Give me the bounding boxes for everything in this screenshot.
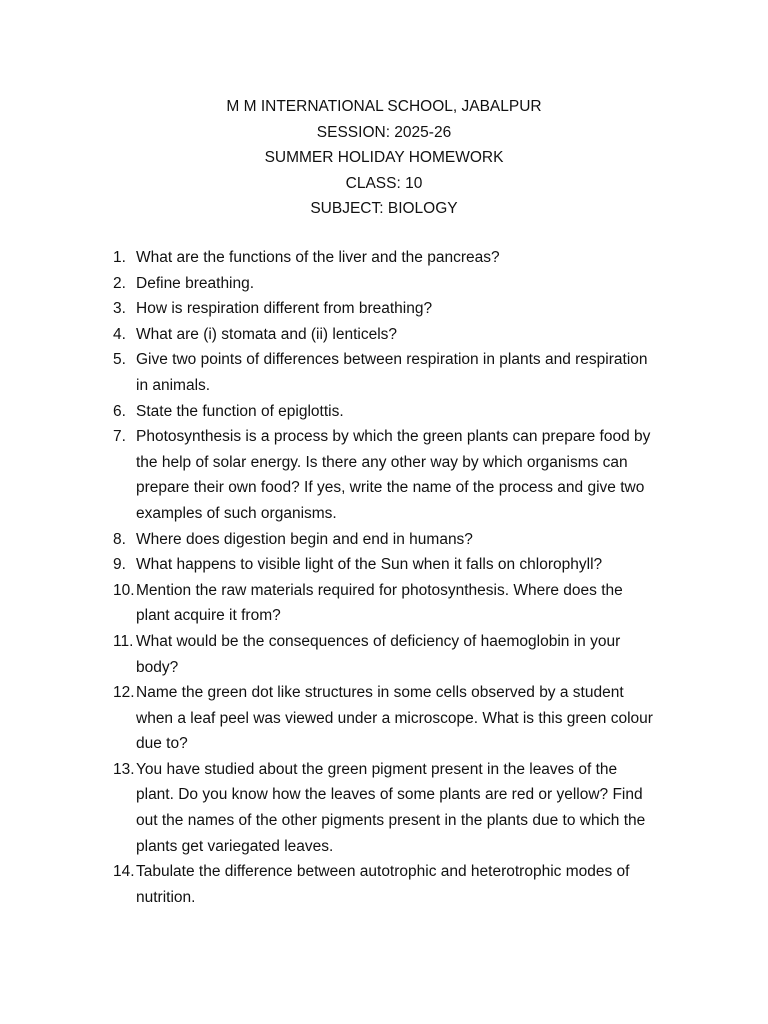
school-name: M M INTERNATIONAL SCHOOL, JABALPUR — [226, 98, 542, 115]
subject-line: SUBJECT: BIOLOGY — [310, 200, 458, 218]
question-number: 4. — [113, 325, 126, 343]
question-text — [136, 322, 682, 348]
question-item — [0, 859, 768, 910]
question-text-line: What happens to visible light of the Sun when it falls on chlorophyll? — [136, 556, 603, 574]
question-text — [136, 347, 682, 398]
question-text-line: How is respiration different from breathing? — [136, 300, 433, 318]
question-number: 7. — [113, 428, 126, 446]
question-text-line: You have studied about the green pigment present in the leaves of the — [136, 760, 618, 778]
question-text-line: Define breathing. — [136, 274, 255, 292]
question-text-line: Name the green dot like structures in some cells observed by a student — [136, 684, 624, 702]
question-number: 13. — [113, 760, 135, 778]
question-text-line: What are (i) stomata and (ii) lenticels? — [136, 325, 398, 343]
question-number: 6. — [113, 402, 126, 420]
question-number: 3. — [113, 300, 126, 318]
question-text — [136, 578, 682, 629]
question-text-line: Photosynthesis is a process by which the green plants can prepare food by — [136, 428, 651, 446]
question-text-line: What are the functions of the liver and the pancreas? — [136, 249, 500, 266]
question-text — [136, 296, 682, 322]
question-text — [136, 629, 682, 680]
question-text — [136, 527, 682, 553]
question-text-line: body? — [136, 658, 179, 676]
question-item — [0, 245, 768, 271]
question-text-line: in animals. — [136, 376, 211, 394]
document-header — [0, 94, 768, 222]
question-item — [0, 271, 768, 297]
question-number: 8. — [113, 530, 126, 548]
question-text-line: plant acquire it from? — [136, 607, 281, 625]
question-item — [0, 552, 768, 578]
question-number: 10. — [113, 581, 135, 599]
question-text — [136, 399, 682, 425]
question-text — [136, 245, 682, 271]
question-text — [136, 757, 682, 859]
question-item — [0, 399, 768, 425]
question-text-line: Tabulate the difference between autotrophic and heterotrophic modes of — [136, 863, 630, 881]
question-text-line: out the names of the other pigments present in the plants due to which the — [136, 812, 646, 830]
question-text-line: What would be the consequences of deficiency of haemoglobin in your — [136, 632, 621, 650]
question-item — [0, 578, 768, 629]
question-number: 1. — [113, 249, 126, 266]
question-item — [0, 322, 768, 348]
class-line: CLASS: 10 — [345, 174, 423, 192]
question-text — [136, 424, 682, 526]
question-text — [136, 271, 682, 297]
question-text-line: Mention the raw materials required for photosynthesis. Where does the — [136, 581, 623, 599]
question-text — [136, 859, 682, 910]
question-list — [0, 245, 768, 910]
session-line: SESSION: 2025-26 — [316, 123, 452, 141]
question-number: 11. — [113, 632, 134, 650]
question-text-line: due to? — [136, 735, 188, 753]
question-text-line: plant. Do you know how the leaves of some plants are red or yellow? Find — [136, 786, 643, 804]
question-number: 12. — [113, 684, 135, 702]
question-item — [0, 424, 768, 526]
question-item — [0, 629, 768, 680]
question-number: 5. — [113, 351, 126, 369]
question-number: 2. — [113, 274, 126, 292]
question-text-line: prepare their own food? If yes, write the name of the process and give two — [136, 479, 645, 497]
question-text-line: examples of such organisms. — [136, 504, 337, 522]
question-text-line: Give two points of differences between respiration in plants and respiration — [136, 351, 648, 369]
question-item — [0, 296, 768, 322]
question-item — [0, 757, 768, 859]
question-number: 9. — [113, 556, 126, 574]
question-item — [0, 527, 768, 553]
question-item — [0, 680, 768, 757]
question-text-line: when a leaf peel was viewed under a microscope. What is this green colour — [136, 709, 653, 727]
question-text-line: State the function of epiglottis. — [136, 402, 344, 420]
question-item — [0, 347, 768, 398]
question-text-line: the help of solar energy. Is there any other way by which organisms can — [136, 453, 628, 471]
question-text — [136, 680, 682, 757]
question-text-line: Where does digestion begin and end in humans? — [136, 530, 473, 548]
document-title: SUMMER HOLIDAY HOMEWORK — [264, 149, 504, 167]
question-text — [136, 552, 682, 578]
question-text-line: nutrition. — [136, 888, 196, 906]
question-text-line: plants get variegated leaves. — [136, 837, 334, 855]
question-number: 14. — [113, 863, 135, 881]
